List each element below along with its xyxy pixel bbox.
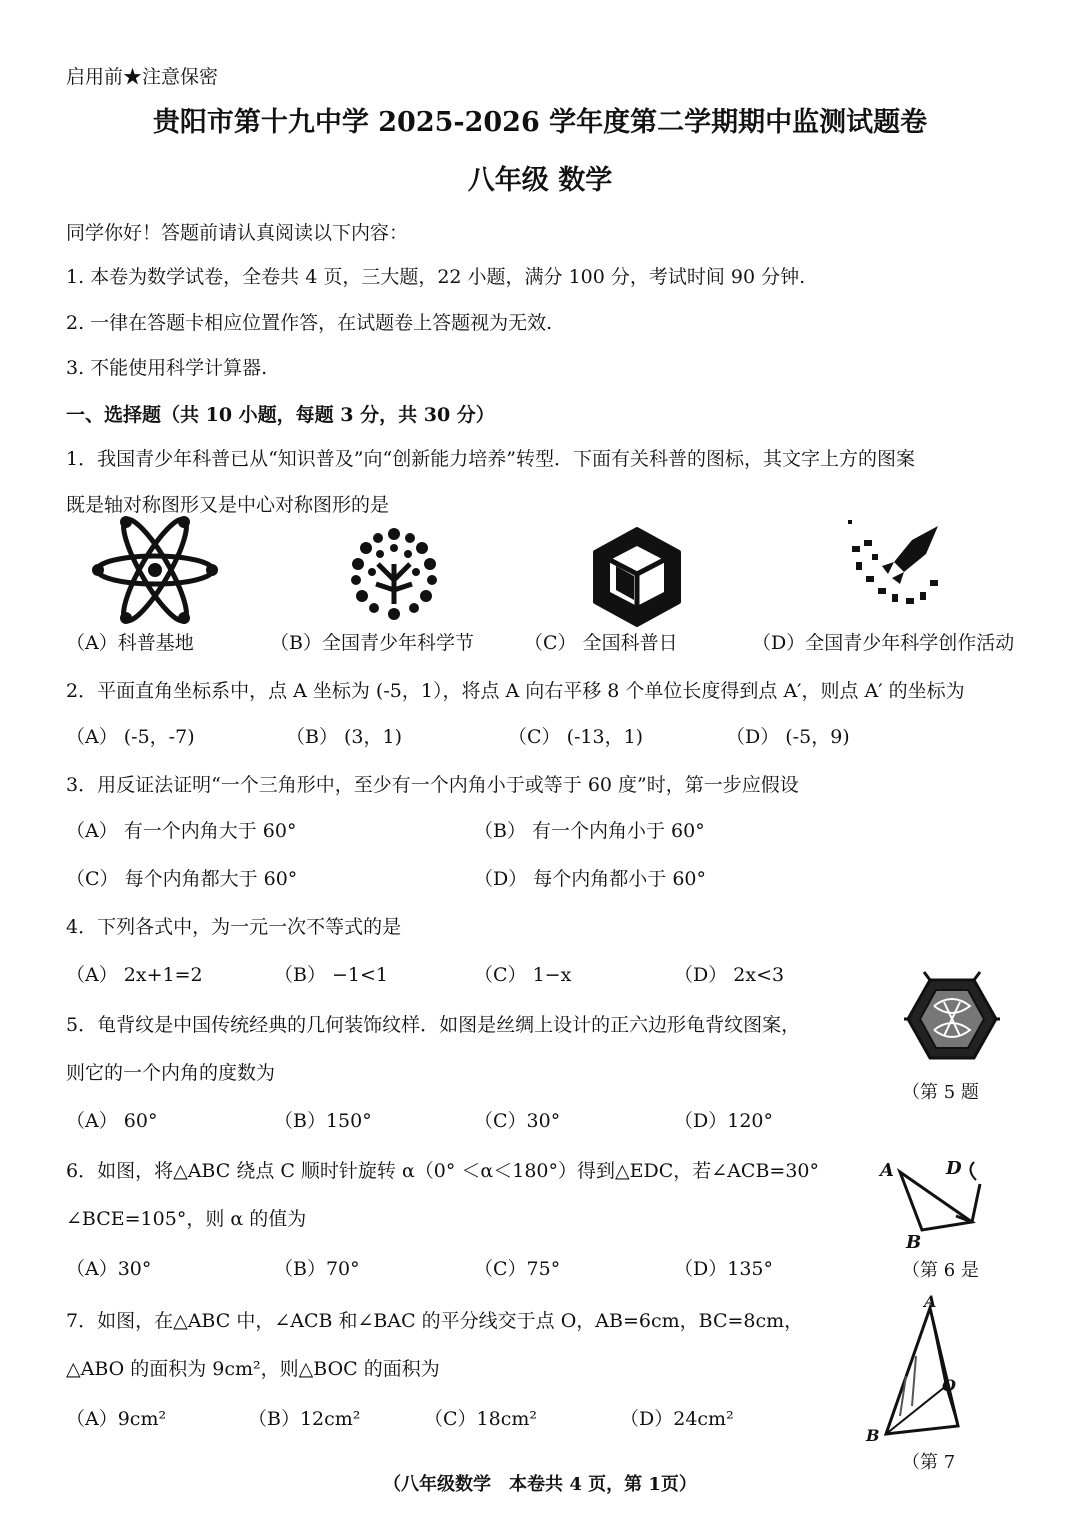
confidential-note: 启用前★注意保密 <box>66 66 219 88</box>
q2-option-a: （A） (-5，-7) <box>66 726 195 748</box>
exam-subtitle: 八年级 数学 <box>467 165 613 196</box>
q6-label-d: D <box>946 1158 962 1179</box>
page-footer: （八年级数学 本卷共 4 页，第 1页） <box>383 1474 697 1495</box>
q5-option-b: （B）150° <box>274 1110 372 1132</box>
q1-option-c: （C） 全国科普日 <box>524 632 678 654</box>
q4-option-b: （B） −1<1 <box>274 964 389 986</box>
q2-option-b: （B） (3，1) <box>286 726 403 748</box>
q4-option-c: （C） 1−x <box>474 964 572 986</box>
q4-option-d: （D） 2x<3 <box>674 964 785 986</box>
q7-option-b: （B）12cm² <box>248 1408 361 1430</box>
exam-title: 贵阳市第十九中学 2025-2026 学年度第二学期期中监测试题卷 <box>152 107 928 138</box>
q1-option-a: （A）科普基地 <box>66 632 194 654</box>
atom-logo-icon <box>90 520 220 620</box>
q6-option-a: （A）30° <box>66 1258 152 1280</box>
q1-option-d: （D）全国青少年科学创作活动 <box>752 632 1015 654</box>
rocket-logo-icon <box>842 518 946 614</box>
q7-angle-bisector-figure <box>866 1296 976 1446</box>
q7-stem-line1: 7．如图，在△ABC 中，∠ACB 和∠BAC 的平分线交于点 O，AB=6cm，BC=8cm， <box>66 1310 804 1332</box>
q3-stem: 3．用反证法证明“一个三角形中，至少有一个内角小于或等于 60 度”时，第一步应假设 <box>66 774 799 796</box>
q2-option-c: （C） (-13，1) <box>508 726 644 748</box>
q7-option-a: （A）9cm² <box>66 1408 167 1430</box>
q1-option-b: （B）全国青少年科学节 <box>270 632 474 654</box>
q6-option-d: （D）135° <box>674 1258 773 1280</box>
q3-option-b: （B） 有一个内角小于 60° <box>474 820 705 842</box>
q6-option-b: （B）70° <box>274 1258 360 1280</box>
q3-option-c: （C） 每个内角都大于 60° <box>66 868 298 890</box>
instruction-item: 2. 一律在答题卡相应位置作答，在试题卷上答题视为无效. <box>66 312 553 334</box>
q2-stem: 2．平面直角坐标系中，点 A 坐标为 (-5，1），将点 A 向右平移 8 个单位长度得到点 A′，则点 A′ 的坐标为 <box>66 680 965 702</box>
q4-option-a: （A） 2x+1=2 <box>66 964 203 986</box>
q6-label-a: A <box>880 1160 894 1181</box>
q7-option-d: （D）24cm² <box>620 1408 734 1430</box>
q6-option-c: （C）75° <box>474 1258 561 1280</box>
q7-label-o: O <box>942 1376 956 1395</box>
q5-option-a: （A） 60° <box>66 1110 158 1132</box>
instructions-greeting: 同学你好！答题前请认真阅读以下内容： <box>66 222 409 244</box>
q6-label-b: B <box>906 1232 922 1253</box>
q5-stem-line2: 则它的一个内角的度数为 <box>66 1062 276 1084</box>
science-festival-logo-icon <box>348 524 440 620</box>
q7-label-b: B <box>866 1426 880 1445</box>
instruction-item: 3. 不能使用科学计算器. <box>66 357 268 379</box>
q4-stem: 4．下列各式中，为一元一次不等式的是 <box>66 916 402 938</box>
q5-option-c: （C）30° <box>474 1110 561 1132</box>
cube-logo-icon <box>590 526 684 628</box>
q6-stem-line2: ∠BCE=105°，则 α 的值为 <box>66 1208 307 1230</box>
q1-stem-line2: 既是轴对称图形又是中心对称图形的是 <box>66 494 390 516</box>
q3-option-a: （A） 有一个内角大于 60° <box>66 820 297 842</box>
q6-figure-caption: （第 6 是 <box>902 1260 979 1281</box>
q1-stem-line1: 1．我国青少年科普已从“知识普及”向“创新能力培养”转型．下面有关科普的图标，其文字上方的图案 <box>66 448 915 470</box>
instruction-item: 1. 本卷为数学试卷，全卷共 4 页，三大题，22 小题，满分 100 分，考试时间 90 分钟. <box>66 266 806 288</box>
q6-stem-line1: 6．如图，将△ABC 绕点 C 顺时针旋转 α（0° ＜α＜180°）得到△EDC，若∠ACB=30° <box>66 1160 820 1182</box>
q7-stem-line2: △ABO 的面积为 9cm²，则△BOC 的面积为 <box>66 1358 440 1380</box>
q5-figure-caption: （第 5 题 <box>902 1082 979 1103</box>
q7-label-a: A <box>924 1292 937 1311</box>
hexagon-pattern-figure <box>904 972 1000 1066</box>
q3-option-d: （D） 每个内角都小于 60° <box>474 868 706 890</box>
q5-option-d: （D）120° <box>674 1110 773 1132</box>
q5-stem-line1: 5．龟背纹是中国传统经典的几何装饰纹样．如图是丝绸上设计的正六边形龟背纹图案， <box>66 1014 801 1036</box>
q2-option-d: （D） (-5，9) <box>726 726 850 748</box>
q7-figure-caption: （第 7 <box>902 1452 956 1473</box>
section-heading: 一、选择题（共 10 小题，每题 3 分，共 30 分） <box>66 404 495 426</box>
q7-option-c: （C）18cm² <box>424 1408 537 1430</box>
